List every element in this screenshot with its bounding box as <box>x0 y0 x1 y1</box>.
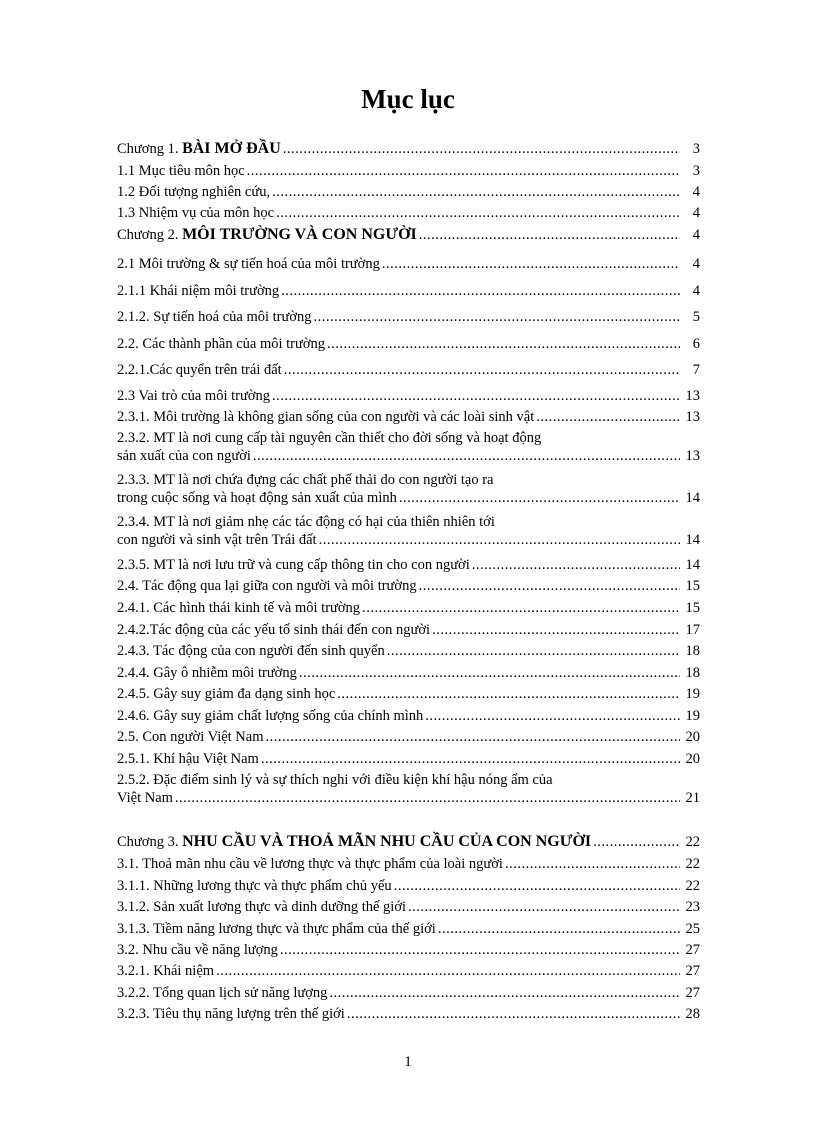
dot-leader <box>399 489 680 507</box>
toc-entry-page: 4 <box>692 283 700 299</box>
toc-entry[interactable] <box>117 685 700 703</box>
toc-entry[interactable] <box>117 361 700 379</box>
toc-entry[interactable] <box>117 599 700 617</box>
toc-entry-page: 27 <box>685 985 700 1001</box>
toc-entry-line <box>117 877 700 895</box>
chapter-prefix: Chương 1. <box>117 141 183 157</box>
toc-entry-page: 6 <box>692 336 700 352</box>
toc-entry-page: 19 <box>685 686 700 702</box>
dot-leader <box>281 282 680 300</box>
toc-entry-title: 2.4.3. Tác động của con người đến sinh quyển <box>117 643 385 659</box>
dot-leader <box>425 707 680 725</box>
toc-entry-line <box>117 387 700 405</box>
toc-entry-line <box>117 408 700 426</box>
toc-entry-title: 3.1.1. Những lương thực và thực phẩm chủ yếu <box>117 878 392 894</box>
toc-chapter-entry[interactable] <box>117 226 700 244</box>
toc-entry-title: 2.4.4. Gây ô nhiễm môi trường <box>117 665 297 681</box>
toc-entry-line <box>117 140 700 158</box>
toc-entry-line <box>117 685 700 703</box>
toc-entry-page: 14 <box>685 532 700 548</box>
dot-leader <box>283 140 680 158</box>
toc-entry-page: 18 <box>685 643 700 659</box>
toc-entry-title: 2.1.2. Sự tiến hoá của môi trường <box>117 309 312 325</box>
toc-entry[interactable] <box>117 204 700 222</box>
toc-entry-line <box>117 226 700 244</box>
toc-entry[interactable] <box>117 282 700 300</box>
toc-entry-page: 19 <box>685 708 700 724</box>
toc-entry-title: 3.2. Nhu cầu về năng lượng <box>117 942 278 958</box>
toc-entry-line <box>117 855 700 873</box>
toc-entry-text-line1: 2.5.2. Đặc điểm sinh lý và sự thích nghi với điều kiện khí hậu nóng ẩm của <box>117 772 553 788</box>
toc-entry[interactable] <box>117 471 700 507</box>
toc-entry[interactable] <box>117 750 700 768</box>
toc-entry-title: 2.2.1.Các quyển trên trái đất <box>117 362 282 378</box>
toc-entry-title <box>117 226 417 244</box>
toc-entry-page: 13 <box>685 388 700 404</box>
toc-entry[interactable] <box>117 335 700 353</box>
toc-entry-line <box>117 556 700 574</box>
toc-entry-title: sản xuất của con người <box>117 448 251 464</box>
toc-entry[interactable] <box>117 408 700 426</box>
toc-entry[interactable] <box>117 556 700 574</box>
page-title: Mục lục <box>361 84 455 114</box>
toc-entry-line <box>117 531 700 549</box>
toc-entry[interactable] <box>117 771 700 807</box>
toc-entry[interactable] <box>117 962 700 980</box>
toc-entry-title: 3.1. Thoả mãn nhu cầu về lương thực và thực phẩm của loài người <box>117 856 503 872</box>
toc-entry-line <box>117 728 700 746</box>
toc-entry[interactable] <box>117 642 700 660</box>
toc-entry[interactable] <box>117 621 700 639</box>
dot-leader <box>266 728 681 746</box>
dot-leader <box>593 833 680 851</box>
dot-leader <box>216 962 680 980</box>
toc-entry-page: 22 <box>685 878 700 894</box>
toc-entry-title: trong cuộc sống và hoạt động sản xuất của mình <box>117 490 397 506</box>
toc-entry-line <box>117 255 700 273</box>
dot-leader <box>347 1005 680 1023</box>
toc-entry-line <box>117 599 700 617</box>
dot-leader <box>319 531 680 549</box>
toc-entry-page: 28 <box>685 1006 700 1022</box>
toc-entry-page: 20 <box>685 751 700 767</box>
toc-entry-title: 2.4. Tác động qua lại giữa con người và môi trường <box>117 578 417 594</box>
dot-leader <box>382 255 680 273</box>
toc-entry[interactable] <box>117 941 700 959</box>
toc-entry-line <box>117 335 700 353</box>
toc-entry-title: 3.2.2. Tổng quan lịch sử năng lượng <box>117 985 328 1001</box>
chapter-title: MÔI TRƯỜNG VÀ CON NGƯỜI <box>182 226 417 243</box>
dot-leader <box>175 789 680 807</box>
toc-entry-line <box>117 162 700 180</box>
toc-entry-title: 2.4.6. Gây suy giảm chất lượng sống của chính mình <box>117 708 424 724</box>
toc-entry-title: 2.3.1. Môi trường là không gian sống của con người và các loài sinh vật <box>117 409 535 425</box>
toc-entry-page: 25 <box>685 921 700 937</box>
toc-entry[interactable] <box>117 855 700 873</box>
toc-entry-line <box>117 707 700 725</box>
toc-entry-page: 20 <box>685 729 700 745</box>
dot-leader <box>387 642 680 660</box>
toc-entry-title: 1.2 Đối tượng nghiên cứu, <box>117 184 271 200</box>
toc-entry-page: 14 <box>685 490 700 506</box>
toc-entry-line <box>117 664 700 682</box>
toc-entry-title: 2.1 Môi trường & sự tiến hoá của môi trường <box>117 256 380 272</box>
dot-leader <box>272 387 680 405</box>
dot-leader <box>284 361 680 379</box>
dot-leader <box>272 183 680 201</box>
toc-entry-page: 5 <box>692 309 700 325</box>
toc-entry-page: 18 <box>685 665 700 681</box>
dot-leader <box>505 855 680 873</box>
dot-leader <box>472 556 680 574</box>
toc-entry-title: 3.1.3. Tiềm năng lương thực và thực phẩm của thế giới <box>117 921 436 937</box>
toc-entry-line <box>117 920 700 938</box>
toc-entry-line <box>117 489 700 507</box>
dot-leader <box>438 920 680 938</box>
toc-entry[interactable] <box>117 387 700 405</box>
toc-entry-page: 7 <box>692 362 700 378</box>
toc-entry-title: 1.3 Nhiệm vụ của môn học <box>117 205 275 221</box>
toc-entry-page: 4 <box>692 227 700 243</box>
dot-leader <box>276 204 680 222</box>
dot-leader <box>299 664 680 682</box>
toc-entry-text-line1: 2.3.2. MT là nơi cung cấp tài nguyên cần thiết cho đời sống và hoạt động <box>117 430 542 446</box>
dot-leader <box>419 577 680 595</box>
toc-entry-title: 2.2. Các thành phần của môi trường <box>117 336 326 352</box>
toc-entry-title <box>117 833 591 851</box>
toc-entry-page: 22 <box>685 856 700 872</box>
chapter-prefix: Chương 3. <box>117 834 183 850</box>
toc-entry-text-line1: 2.3.3. MT là nơi chứa đựng các chất phế thải do con người tạo ra <box>117 472 494 488</box>
dot-leader <box>314 308 680 326</box>
toc-entry-page: 4 <box>692 256 700 272</box>
toc-entry-line <box>117 204 700 222</box>
toc-entry-line <box>117 642 700 660</box>
toc-entry-page: 4 <box>692 205 700 221</box>
toc-entry-page: 13 <box>685 409 700 425</box>
toc-entry[interactable] <box>117 255 700 273</box>
chapter-title: NHU CẦU VÀ THOẢ MÃN NHU CẦU CỦA CON NGƯỜI <box>182 833 592 850</box>
toc-entry-page: 23 <box>685 899 700 915</box>
toc-entry[interactable] <box>117 898 700 916</box>
toc-entry-title: 3.2.1. Khái niệm <box>117 963 215 979</box>
toc-entry-page: 22 <box>685 834 700 850</box>
dot-leader <box>432 621 680 639</box>
toc-entry-page: 27 <box>685 942 700 958</box>
toc-entry-line <box>117 962 700 980</box>
toc-entry[interactable] <box>117 877 700 895</box>
toc-entry[interactable] <box>117 664 700 682</box>
toc-entry[interactable] <box>117 707 700 725</box>
toc-entry[interactable] <box>117 513 700 549</box>
toc-entry-line <box>117 833 700 851</box>
toc-entry-page: 4 <box>692 184 700 200</box>
toc-entry[interactable] <box>117 429 700 465</box>
toc-entry-title: 2.3 Vai trò của môi trường <box>117 388 270 404</box>
toc-entry-page: 27 <box>685 963 700 979</box>
toc-entry-title: Việt Nam <box>117 790 173 806</box>
toc-entry[interactable] <box>117 984 700 1002</box>
dot-leader <box>329 984 680 1002</box>
toc-entry-title: 3.2.3. Tiêu thụ năng lượng trên thế giới <box>117 1006 345 1022</box>
dot-leader <box>362 599 680 617</box>
toc-entry-title: 2.3.5. MT là nơi lưu trữ và cung cấp thông tin cho con người <box>117 557 470 573</box>
toc-entry-line <box>117 898 700 916</box>
toc-entry-page: 15 <box>685 600 700 616</box>
toc-entry[interactable] <box>117 577 700 595</box>
toc-entry-page: 13 <box>685 448 700 464</box>
toc-entry-page: 17 <box>685 622 700 638</box>
toc-entry-title: 2.5.1. Khí hậu Việt Nam <box>117 751 259 767</box>
toc-entry[interactable] <box>117 162 700 180</box>
toc-entry-line <box>117 750 700 768</box>
dot-leader <box>394 877 680 895</box>
toc-entry-title: 3.1.2. Sản xuất lương thực và dinh dưỡng thế giới <box>117 899 407 915</box>
toc-entry-line <box>117 984 700 1002</box>
toc-entry[interactable] <box>117 183 700 201</box>
toc-entry[interactable] <box>117 308 700 326</box>
toc-entry-page: 3 <box>692 163 700 179</box>
dot-leader <box>247 162 680 180</box>
toc-entry-page: 15 <box>685 578 700 594</box>
dot-leader <box>536 408 680 426</box>
toc-entry-title: con người và sinh vật trên Trái đất <box>117 532 317 548</box>
toc-entry-line <box>117 1005 700 1023</box>
toc-entry-title: 2.4.5. Gây suy giảm đa dạng sinh học <box>117 686 336 702</box>
chapter-prefix: Chương 2. <box>117 227 183 243</box>
toc-entry-page: 14 <box>685 557 700 573</box>
dot-leader <box>261 750 680 768</box>
toc-entry-line <box>117 789 700 807</box>
toc-entry-line <box>117 941 700 959</box>
toc-entry-title: 1.1 Mục tiêu môn học <box>117 163 245 179</box>
dot-leader <box>280 941 680 959</box>
toc-chapter-entry[interactable] <box>117 140 700 158</box>
dot-leader <box>419 226 680 244</box>
dot-leader <box>337 685 680 703</box>
toc-entry[interactable] <box>117 920 700 938</box>
dot-leader <box>327 335 680 353</box>
toc-entry-title: 2.1.1 Khái niệm môi trường <box>117 283 280 299</box>
toc-chapter-entry[interactable] <box>117 833 700 851</box>
page-number: 1 <box>404 1054 412 1070</box>
toc-entry-page: 3 <box>692 141 700 157</box>
chapter-title: BÀI MỞ ĐẦU <box>182 140 281 157</box>
toc-entry-title: 2.4.1. Các hình thái kinh tế và môi trường <box>117 600 361 616</box>
toc-entry-line <box>117 282 700 300</box>
toc-entry-text-line1: 2.3.4. MT là nơi giảm nhẹ các tác động có hại của thiên nhiên tới <box>117 514 495 530</box>
toc-entry-line <box>117 183 700 201</box>
toc-entry-title <box>117 140 281 158</box>
toc-entry-title: 2.4.2.Tác động của các yếu tố sinh thái đến con người <box>117 622 431 638</box>
toc-entry[interactable] <box>117 728 700 746</box>
toc-entry-page: 21 <box>685 790 700 806</box>
toc-entry-line <box>117 308 700 326</box>
dot-leader <box>253 447 680 465</box>
toc-entry-line <box>117 361 700 379</box>
dot-leader <box>408 898 680 916</box>
toc-entry[interactable] <box>117 1005 700 1023</box>
toc-entry-line <box>117 577 700 595</box>
toc-entry-line <box>117 621 700 639</box>
toc-entry-title: 2.5. Con người Việt Nam <box>117 729 264 745</box>
toc-entry-line <box>117 447 700 465</box>
